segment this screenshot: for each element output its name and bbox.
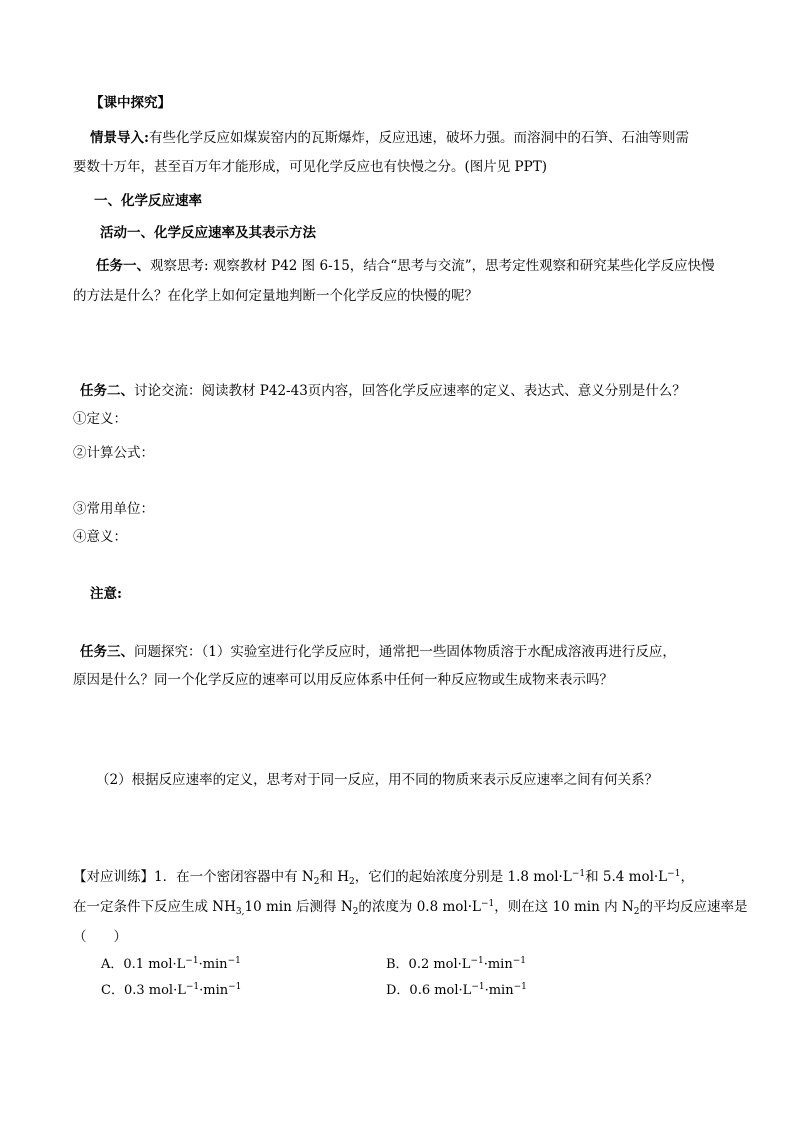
superscript: −1 [512,956,526,966]
option-text: ·min [484,983,514,998]
training-text: 和 5.4 mol·L [585,869,668,885]
training-text: 在一定条件下反应生成 NH [73,899,236,915]
training-text: 10 min 后测得 N [244,899,353,915]
task2-item-meaning: ④意义： [73,529,127,545]
answer-blank: （ ） [73,929,127,945]
subscript: 2 [313,877,320,887]
superscript: −1 [185,956,199,966]
intro-line-2: 要数十万年，甚至百万年才能形成，可见化学反应也有快慢之分。(图片见 PPT) [73,159,547,175]
heading-reaction-rate: 一、化学反应速率 [94,193,202,209]
subscript: 3, [235,907,245,917]
task3-question-2: （2）根据反应速率的定义，思考对于同一反应，用不同的物质来表示反应速率之间有何关系？ [96,772,659,788]
task2-item-unit: ③常用单位： [73,501,154,517]
option-b[interactable] [386,951,526,975]
option-text: A．0.1 mol·L [101,957,186,972]
option-text: D．0.6 mol·L [386,983,472,998]
training-text: ，则在这 10 min 内 N [494,899,634,915]
task3-text-1: 问题探究：（1）实验室进行化学反应时，通常把一些固体物质溶于水配成溶液再进行反应， [134,644,676,660]
training-text: 和 H [319,869,350,885]
subscript: 2 [633,907,640,917]
option-text: ·min [199,983,229,998]
task3-line-2: 原因是什么？同一个化学反应的速率可以用反应体系中任何一种反应物或生成物来表示吗？ [73,672,613,688]
task1-text-1: 观察思考: 观察教材 P42 图 6-15，结合“思考与交流”，思考定性观察和研究某些化学反应快慢 [150,258,715,274]
intro-label: 情景导入: [90,130,149,146]
training-line-2 [73,894,747,922]
section-title: 【课中探究】 [90,95,171,111]
option-text: B．0.2 mol·L [386,957,471,972]
task1-line-1 [96,256,715,276]
training-text: ， [680,869,694,885]
superscript: −1 [513,982,527,992]
superscript: −1 [571,869,586,879]
task2-label: 任务二、 [80,383,134,399]
task2-text-1: 讨论交流：阅读教材 P42-43页内容，回答化学反应速率的定义、表达式、意义分别是什么？ [134,383,686,399]
task2-item-definition: ①定义： [73,411,127,427]
task2-item-formula: ②计算公式： [73,445,154,461]
task3-label: 任务三、 [80,644,134,660]
superscript: −1 [227,956,241,966]
training-line-1 [73,864,694,892]
subscript: 2 [352,907,359,917]
option-c[interactable] [101,977,241,1001]
superscript: −1 [470,956,484,966]
superscript: −1 [480,899,495,909]
training-label: 【对应训练】 [73,869,154,885]
superscript: −1 [667,869,681,879]
task1-label: 任务一、 [96,258,150,274]
note-label: 注意: [90,586,122,602]
training-text: ，它们的起始浓度分别是 1.8 mol·L [354,869,572,885]
subscript: 2 [349,877,355,887]
task2-line-1 [80,381,686,401]
activity-1-title: 活动一、化学反应速率及其表示方法 [100,225,316,241]
intro-line-1 [90,128,689,148]
option-text: C．0.3 mol·L [101,983,186,998]
option-text: ·min [483,957,513,972]
task1-line-2: 的方法是什么？在化学上如何定量地判断一个化学反应的快慢的呢？ [73,288,478,304]
option-a[interactable] [101,951,241,975]
superscript: −1 [185,982,200,992]
training-text: 1．在一个密闭容器中有 N [154,869,314,885]
option-d[interactable] [386,977,527,1001]
training-text: 的浓度为 0.8 mol·L [358,899,481,915]
training-text: 的平均反应速率是 [639,899,748,915]
task3-line-1 [80,642,676,662]
option-text: ·min [198,957,228,972]
intro-text-1: 有些化学反应如煤炭窑内的瓦斯爆炸，反应迅速，破坏力强。而溶洞中的石笋、石油等则需 [148,130,689,146]
superscript: −1 [471,982,485,992]
superscript: −1 [228,982,242,992]
